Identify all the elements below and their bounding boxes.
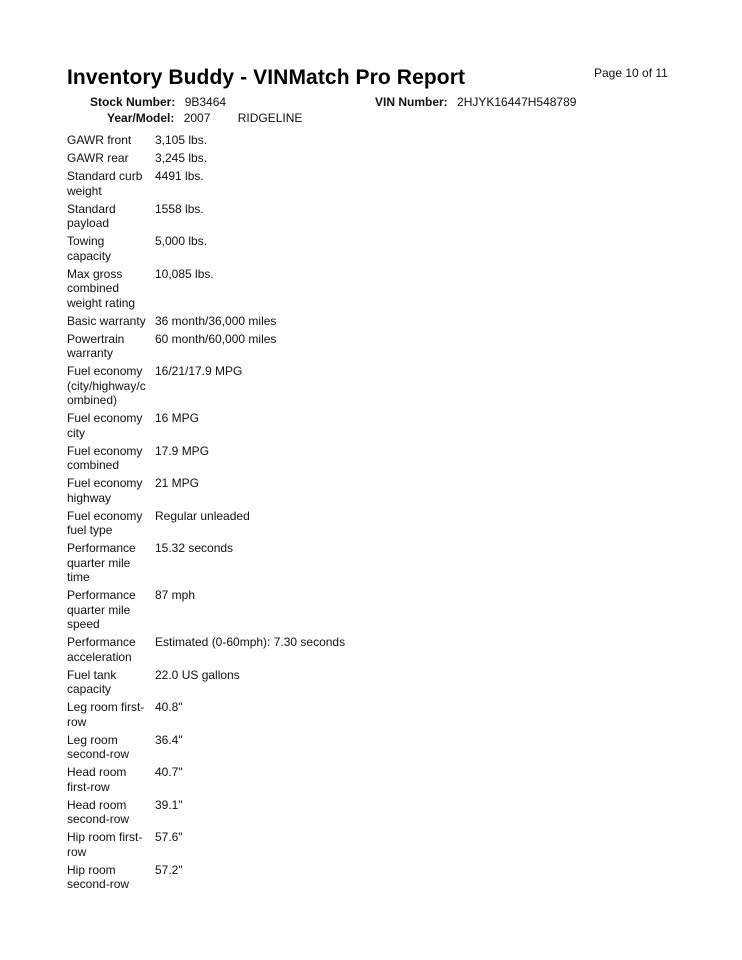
spec-value: Estimated (0-60mph): 7.30 seconds: [155, 635, 346, 649]
spec-label: Powertrain warranty: [67, 331, 125, 360]
vin-number-label: VIN Number:: [375, 95, 448, 109]
spec-row: [67, 267, 527, 311]
spec-value: Regular unleaded: [155, 508, 250, 523]
spec-label: Fuel economy (city/highway/combined): [67, 364, 146, 407]
spec-row: [67, 169, 527, 198]
spec-value: 87 mph: [155, 588, 196, 602]
spec-label: Head room second-row: [67, 797, 130, 826]
spec-label: Head room first-row: [67, 765, 127, 794]
spec-label: Standard curb weight: [67, 169, 143, 198]
spec-row: [67, 509, 527, 538]
stock-number-value: 9B3464: [184, 95, 227, 109]
spec-row: [67, 411, 527, 440]
stock-number-label: Stock Number:: [90, 95, 176, 109]
spec-row: [67, 332, 527, 361]
vin-number-value: 2HJYK16447H548789: [457, 95, 577, 109]
report-title: Inventory Buddy - VINMatch Pro Report: [67, 66, 466, 89]
spec-row: [67, 364, 527, 408]
vin-number-field: [375, 95, 576, 109]
spec-row: [67, 863, 527, 892]
spec-row: [67, 314, 527, 329]
spec-label: Max gross combined weight rating: [67, 266, 136, 310]
spec-row: [67, 765, 527, 794]
spec-value: 16/21/17.9 MPG: [155, 364, 243, 378]
spec-value: 39.1": [155, 797, 183, 812]
spec-label: Fuel economy city: [67, 411, 143, 440]
spec-row: [67, 700, 527, 729]
spec-label: GAWR front: [67, 133, 132, 147]
spec-value: 1558 lbs.: [155, 201, 204, 216]
spec-value: 17.9 MPG: [155, 443, 210, 458]
spec-row: [67, 668, 527, 697]
spec-label: Performance quarter mile speed: [67, 588, 136, 631]
spec-row: [67, 151, 527, 166]
spec-row: [67, 133, 527, 148]
specs-table: [67, 133, 527, 895]
spec-label: Performance acceleration: [67, 635, 136, 664]
spec-value: 10,085 lbs.: [155, 266, 214, 281]
spec-row: [67, 202, 527, 231]
spec-label: GAWR rear: [67, 151, 129, 165]
stock-number-field: [90, 95, 226, 109]
spec-row: [67, 733, 527, 762]
spec-label: Fuel economy combined: [67, 443, 143, 472]
model-value: RIDGELINE: [237, 111, 303, 125]
year-model-field: [107, 111, 302, 125]
spec-value: 5,000 lbs.: [155, 234, 208, 248]
spec-row: [67, 588, 527, 632]
spec-value: 57.6": [155, 830, 183, 844]
spec-value: 36.4": [155, 732, 183, 747]
spec-label: Basic warranty: [67, 313, 146, 328]
spec-value: 3,245 lbs.: [155, 151, 208, 165]
spec-value: 4491 lbs.: [155, 169, 204, 183]
spec-value: 40.7": [155, 765, 183, 779]
spec-row: [67, 476, 527, 505]
spec-row: [67, 541, 527, 585]
year-model-label: Year/Model:: [107, 111, 175, 125]
spec-label: Fuel tank capacity: [67, 667, 117, 696]
spec-label: Towing capacity: [67, 234, 112, 263]
spec-label: Performance quarter mile time: [67, 541, 136, 584]
page-number: Page 10 of 11: [594, 66, 668, 80]
spec-row: [67, 798, 527, 827]
spec-value: 15.32 seconds: [155, 541, 234, 555]
spec-label: Hip room second-row: [67, 862, 130, 891]
spec-label: Leg room second-row: [67, 732, 130, 761]
spec-label: Fuel economy fuel type: [67, 508, 143, 537]
spec-row: [67, 635, 527, 664]
spec-value: 57.2": [155, 862, 183, 877]
spec-label: Hip room first-row: [67, 830, 143, 859]
spec-value: 3,105 lbs.: [155, 133, 208, 147]
spec-value: 60 month/60,000 miles: [155, 331, 277, 346]
spec-value: 22.0 US gallons: [155, 667, 240, 682]
spec-label: Standard payload: [67, 201, 116, 230]
spec-value: 16 MPG: [155, 411, 200, 425]
spec-value: 21 MPG: [155, 476, 200, 490]
spec-value: 40.8": [155, 700, 183, 714]
spec-row: [67, 830, 527, 859]
spec-row: [67, 234, 527, 263]
spec-row: [67, 444, 527, 473]
spec-label: Fuel economy highway: [67, 476, 143, 505]
year-value: 2007: [183, 111, 211, 125]
spec-label: Leg room first-row: [67, 700, 145, 729]
spec-value: 36 month/36,000 miles: [155, 313, 277, 328]
